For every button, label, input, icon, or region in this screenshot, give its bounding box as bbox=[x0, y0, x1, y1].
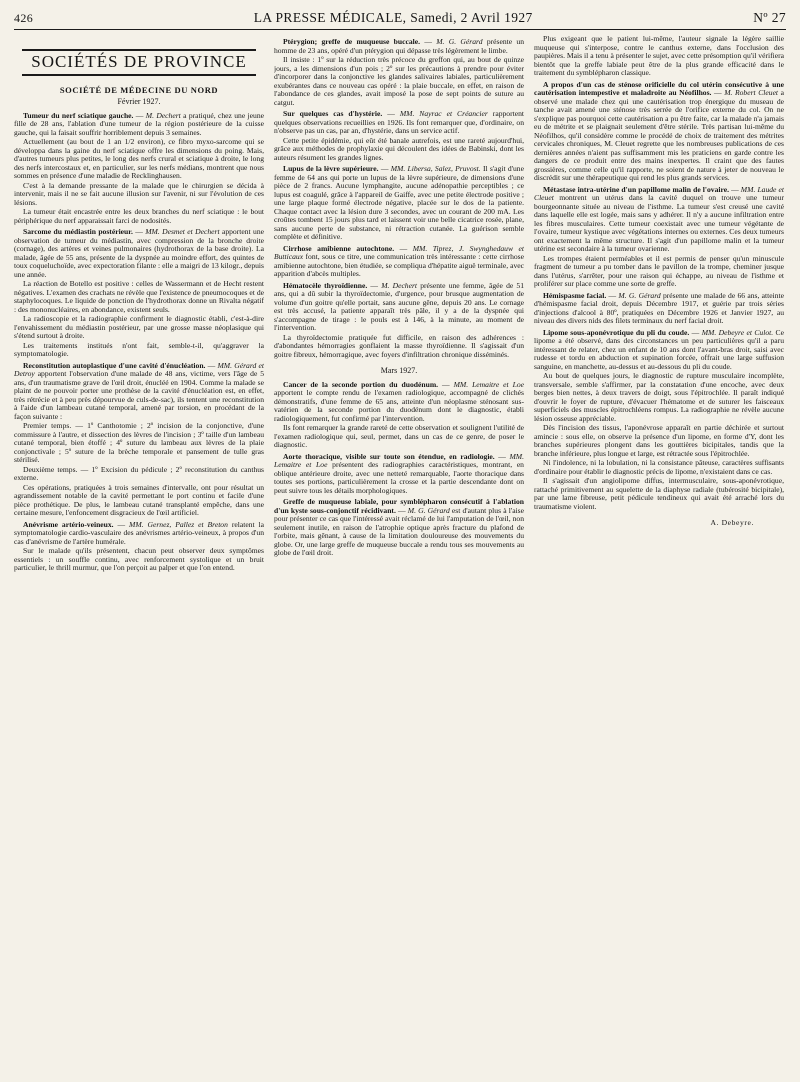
paragraph-text: Les trompes étaient perméables et il est permis de penser qu'un minuscule fragment de tumeur a pu tomber dans le pavillon de la trompe, cheminer jusque dans l'utérus, s'arrêter, pour une raison qui échappe, au niveau de l'isthme et proliférer sur place comme une sorte de greffe. bbox=[534, 253, 784, 288]
article-paragraph: Lipome sous-aponévrotique du pli du coude. — MM. Debeyre et Culot. Ce lipome a été observé, dans des circonstances un peu particulières qu'il a paru intéressant de relater, chez un enfant de 10 ans dont l'avant-bras droit, saisi avec rudesse et tordu en abduction et supination forcée, offrait une large suffusion sanguine, en manchette, au-dessus et au-dessous du pli du coude. bbox=[534, 327, 784, 371]
paragraph-text: Il s'agit d'une femme de 64 ans qui porte un lupus de la lèvre supérieure, de dimensions d'une pièce de 2 francs. Aucune lymphangite, aucune adénopathie perceptibles ; ce lupus est coagulé, grâce à l'appareil de Gaiffe, avec une petite électrode positive ; une large plaque formé électrode négative, placée sur le dos de la patiente. Chaque contact avec la lésion dure 3 secondes, avec un courant de 200 mA. Les croûtes tombent 15 jours plus tard et laissent voir une belle cicatrice rosée, plane, sans aucune perte de substance, ni rétraction cutanée. La guérison semble complète et définitive. bbox=[274, 164, 524, 241]
article-authors: MM. Tiprez, J. Swynghedauw et Butticaux bbox=[274, 243, 524, 261]
article-authors: MM. Laude et Cleuet bbox=[534, 184, 784, 202]
paragraph bbox=[14, 484, 264, 518]
paragraph-text: Ces opérations, pratiquées à trois semaines d'intervalle, ont pour résultat un agrandissement notable de la cavité permettant le port continu et facile d'une pièce prothétique. De plus, le lambeau cutané transplanté empêche, dans une certaine mesure, l'enfoncement disgracieux de l'œil artificiel. bbox=[14, 482, 264, 517]
article-title: Cirrhose amibienne autochtone. bbox=[283, 243, 395, 253]
article-authors: MM. Lemaitre et Loe bbox=[453, 379, 524, 389]
article-title: Sur quelques cas d'hystérie. bbox=[283, 109, 383, 118]
paragraph-text: montrent un utérus dans la cavité duquel on trouve une tumeur bourgeonnante située au niveau de l'isthme. La tumeur s'est creusé une cavité dans laquelle elle est logée, mais sans y adhérer. Il n'y a aucune infiltration entre les fibres musculaires. Cette tumeur coexistait avec une tumeur végétante de l'ovaire, tumeur kystique avec végétations internes ou externes. Ces deux tumeurs ont exactement la même structure. Il s'agit d'un papillome malin et la tumeur utérine est secondaire à la tumeur ovarienne. bbox=[534, 193, 784, 253]
signature: A. Debeyre. bbox=[710, 518, 754, 527]
paragraph bbox=[534, 424, 784, 458]
article-authors: M. G. Gérard bbox=[407, 505, 450, 515]
paragraph-text: apportent l'observation d'une malade de 48 ans, victime, vers l'âge de 5 ans, d'un traumatisme grave de l'œil droit, énucléé en 1904. Comme la malade se plaint de ne pouvoir porter une prothèse de la cavité d'énucléation est, en effet, très rétrécie et à peu près dépourvue de culs-de-sac), ils tentent une reconstitution à l'aide d'un lambeau cutané temporal, amené par torsion, en procédant de la façon suivante : bbox=[14, 369, 264, 421]
article-title: Ptérygion; greffe de muqueuse buccale. bbox=[283, 37, 421, 46]
article-paragraph: Greffe de muqueuse labiale, pour symblépharon consécutif à l'ablation d'un kyste sous-conjonctif récidivant. — M. G. Gérard est d'autant plus à l'aise pour présenter ce cas que l'intéressé avait réclamé de lui l'amputation de l'œil, non seulement inutile, en raison de l'atrophie optique après fracture du plafond de l'orbite, mais gênant, à cause de la limitation douloureuse des mouvements du globe. Or, une large greffe de muqueuse buccale a rendu tous ses mouvements au globe de l'œil droit. bbox=[274, 497, 524, 557]
paragraph-text: présentent des radiographies caractéristiques, montrant, en oblique antérieure droite, avec une netteté remarquable, l'aorte thoracique dans toutes ses portions, particulièrement la crosse et la partie descendante dont on peut suivre tous les détails morphologiques. bbox=[274, 460, 524, 495]
paragraph-text: La réaction de Botello est positive : celles de Wassermann et de Hecht restent négatives. L'examen des crachats ne révèle que l'existence de pneumocoques et de staphylocoques. Le liquide de ponction de l'hydrothorax donne un Rivalta négatif : des mononucléaires, en abondance, existent seuls. bbox=[14, 279, 264, 314]
paragraph bbox=[534, 372, 784, 423]
article-title: Anévrisme artério-veineux. bbox=[23, 519, 114, 529]
society-title: SOCIÉTÉ DE MÉDECINE DU NORD bbox=[59, 84, 219, 95]
paragraph-text: apportent une observation de tumeur du médiastin, avec compression de la bronche droite (cornage), des artères et veines pulmonaires (hydrothorax de la base droite). La malade, âgée de 55 ans, présente de la dyspnée au moindre effort, des quintes de toux coqueluchoïde, avec expectoration filante : elle a maigri de 13 kilogr., depuis une année. bbox=[14, 227, 264, 279]
article-paragraph: Cirrhose amibienne autochtone. — MM. Tiprez, J. Swynghedauw et Butticaux font, sous ce titre, une communication très intéressante : cette cirrhose amibienne autochtone, bien étudiée, se compliqua d'hépatite aiguë terminale, avec apparition d'abcès multiples. bbox=[274, 243, 524, 278]
paragraph-text: présente une malade de 66 ans, atteinte d'hémispasme facial droit, depuis Décembre 1917, et guérie par trois séries d'injections d'alcool à 80º, pratiquées en Décembre 1926 et Janvier 1927, au niveau des divers nids des filets terminaux du nerf facial droit. bbox=[534, 290, 784, 325]
article-title: Aorte thoracique, visible sur toute son étendue, en radiologie. bbox=[283, 451, 495, 461]
article-title: Lipome sous-aponévrotique du pli du coude. bbox=[543, 327, 690, 337]
paragraph bbox=[14, 422, 264, 465]
paragraph-text: La thyroïdectomie pratiquée fut difficile, en raison des adhérences : d'abondantes hémorragies gonflaient la masse thyroïdienne. Il s'agissait d'un goitre fibreux, hémorragique, avec foyers d'infiltration chronique disséminés. bbox=[274, 332, 524, 359]
article-paragraph: Cancer de la seconde portion du duodénum. — MM. Lemaitre et Loe apportent le compte rendu de l'examen radiologique, accompagné de clichés démonstratifs, d'une femme de 65 ans, atteinte d'un néoplasme sténosant sus-vatérien de la seconde portion du duodénum dont le diagnostic, établi radiologiquement, fut confirmé par l'intervention. bbox=[274, 379, 524, 423]
column-1 bbox=[14, 35, 264, 1075]
article-paragraph: Hématocèle thyroïdienne. — M. Dechert présente une femme, âgée de 51 ans, qui a dû subir la thyroïdectomie, d'urgence, pour brusque augmentation de volume d'un goitre qu'elle portait, sans aucune gêne, depuis 20 ans. Le cornage est très accusé, la patiente apparaît très pâle, il y a de la dyspnée qui s'accompagne de tirage : le pouls est à 146, à la minute, au moment de l'intervention. bbox=[274, 280, 524, 332]
paragraph-text: Il insiste : 1º sur la réduction très précoce du greffon qui, au bout de quinze jours, a les dimensions d'un pois ; 2º sur les précautions à prendre pour éviter d'incorporer dans la conjonctive les glandes salivaires labiales, particulièrement exubérantes dans ce nouveau cas opéré : la plaie buccale, en effet, en raison de l'abondance de ces glandes, avait imposé la pose de sept points de suture au catgut. bbox=[274, 55, 524, 107]
paragraph-text: Ce lipome a été observé, dans des circonstances un peu particulières qu'il a paru intéressant de relater, chez un enfant de 10 ans dont l'avant-bras droit, saisi avec rudesse et tordu en abduction et supination forcée, offrait une large suffusion sanguine, en manchette, au-dessus et au-dessous du pli du coude. bbox=[534, 327, 784, 371]
paragraph bbox=[274, 137, 524, 163]
article-authors: MM. Debeyre et Culot. bbox=[701, 327, 774, 337]
article-title: Greffe de muqueuse labiale, pour symblépharon consécutif à l'ablation d'un kyste sous-conjonctif récidivant. bbox=[274, 497, 524, 515]
section-title: SOCIÉTÉS DE PROVINCE bbox=[22, 49, 256, 76]
column-1-body bbox=[14, 112, 264, 573]
paragraph bbox=[14, 547, 264, 573]
article-title: Métastase intra-utérine d'un papillome malin de l'ovaire. bbox=[543, 184, 730, 194]
article-title: Cancer de la seconde portion du duodénum. bbox=[283, 379, 439, 389]
paragraph-text: Les traitements institués n'ont fait, semble-t-il, qu'aggraver la symptomatologie. bbox=[14, 340, 264, 358]
paragraph bbox=[14, 280, 264, 314]
paragraph-text: Au bout de quelques jours, le diagnostic de rupture musculaire incomplète, transversale, semble s'affirmer, par la constatation d'une encoche, avec deux berges bien nettes, à deux travers de doigt, sous l'épitrochlée. Il paraît indiqué d'ouvrir le foyer de rupture, d'évacuer l'hématome et de suturer les faisceaux superficiels des muscles épitrochléens rompus. La radiographie ne révèle aucune lésion osseuse appréciable. bbox=[534, 371, 784, 423]
session-date: Février 1927. bbox=[117, 97, 161, 106]
paragraph bbox=[274, 334, 524, 360]
paragraph-text: apportent le compte rendu de l'examen radiologique, accompagné de clichés démonstratifs, d'une femme de 65 ans, atteinte d'un néoplasme sténosant sus-vatérien de la seconde portion du duodénum dont le diagnostic, établi radiologiquement, fut confirmé par l'intervention. bbox=[274, 388, 524, 423]
article-authors: MM. Gernez, Pallez et Breton bbox=[129, 519, 228, 529]
paragraph-text: présente un homme de 23 ans, opéré d'un ptérygion qui dépasse très légèrement le limbe. bbox=[274, 37, 524, 55]
paragraph-text: font, sous ce titre, une communication très intéressante : cette cirrhose amibienne autochtone, bien étudiée, se compliqua d'hépatite aiguë terminale, avec apparition d'abcès multiples. bbox=[274, 252, 524, 278]
article-paragraph: Reconstitution autoplastique d'une cavité d'énucléation. — MM. Gérard et Detroy apportent l'observation d'une malade de 48 ans, victime, vers l'âge de 5 ans, d'un traumatisme grave de l'œil droit, énucléé en 1904. Comme la malade se plaint de ne pouvoir porter une prothèse de la cavité d'énucléation est, en effet, très rétrécie et à peu près dépourvue de culs-de-sac), ils tentent une reconstitution à l'aide d'un lambeau cutané temporal, amené par torsion, en procédant de la façon suivante : bbox=[14, 360, 264, 421]
paragraph-text: a observé une malade chez qui une cautérisation trop énergique du museau de tanche avait amené une sténose très serrée de l'orifice externe du col. On ne s'explique pas pourquoi cette cautérisation a pu être faite, car la malade n'a jamais eu de métrite et se plaignait seulement d'être stérile. Très partisan lui-même du Néofilhos, qu'il considère comme le procédé de choix de traitement des métrites cervicales chroniques, M. Cleuet regrette que les nombreuses publications de ces dernières années n'aient pas suffisamment mis les praticiens en garde contre les dangers de ce produit entre des mains inexpertes. Il craint que des fautes grossières, comme celle qu'il rapporte, ne soient de nature à jeter de nouveau le discrédit sur une thérapeutique qui rend les plus grands services. bbox=[534, 88, 784, 182]
paragraph bbox=[14, 138, 264, 181]
article-authors: M. G. Gérard bbox=[618, 290, 661, 300]
paragraph bbox=[274, 56, 524, 107]
paragraph bbox=[14, 182, 264, 208]
paragraph-text: Ils font remarquer la grande rareté de cette observation et soulignent l'utilité de l'examen radiologique qui, seul, permet, dans un cas de ce genre, de poser le diagnostic. bbox=[274, 423, 524, 449]
article-title: A propos d'un cas de sténose orificielle du col utérin consécutive à une cautérisation intempestive et maladroite au Néofilhos. bbox=[534, 79, 784, 97]
article-paragraph: Tumeur du nerf sciatique gauche. — M. Dechert a pratiqué, chez une jeune fille de 28 ans, l'ablation d'une tumeur de la région postérieure de la cuisse gauche, qui la faisait souffrir horriblement depuis 3 semaines. bbox=[14, 110, 264, 137]
article-authors: MM. Libersa, Salez, Pruvost. bbox=[390, 164, 481, 173]
paragraph-text: Cette petite épidémie, qui eût été banale autrefois, est une rareté aujourd'hui, grâce aux méthodes de prophylaxie qui découlent des idées de Babinski, dont les auteurs résument les grandes lignes. bbox=[274, 135, 524, 162]
article-authors: M. Robert Cleuet bbox=[724, 88, 779, 97]
paragraph-text: a pratiqué, chez une jeune fille de 28 ans, l'ablation d'une tumeur de la région postérieure de la cuisse gauche, qui la faisait souffrir horriblement depuis 3 semaines. bbox=[14, 110, 264, 137]
paragraph-text: présente une femme, âgée de 51 ans, qui a dû subir la thyroïdectomie, d'urgence, pour brusque augmentation de volume d'un goitre qu'elle portait, sans aucune gêne, depuis 20 ans. Le cornage est très accusé, la patiente apparaît très pâle, il y a de la dyspnée qui s'accompagne de tirage : le pouls est à 146, à la minute, au moment de l'intervention. bbox=[274, 280, 524, 332]
journal-title: LA PRESSE MÉDICALE, Samedi, 2 Avril 1927 bbox=[253, 10, 533, 25]
article-authors: M. Dechert bbox=[381, 280, 418, 290]
article-title: Lupus de la lèvre supérieure. bbox=[283, 164, 379, 173]
paragraph bbox=[14, 315, 264, 341]
paragraph-text: Sur le malade qu'ils présentent, chacun peut observer deux symptômes essentiels : un souffle continu, avec renforcement systolique et un bruit particulier, le thrill murmur, que l'on perçoit au palper et que l'on entend. bbox=[14, 546, 264, 572]
article-paragraph: Métastase intra-utérine d'un papillome malin de l'ovaire. — MM. Laude et Cleuet montrent un utérus dans la cavité duquel on trouve une tumeur bourgeonnante située au niveau de l'isthme. La tumeur s'est creusé une cavité dans laquelle elle est logée, mais sans y adhérer. Il n'y a aucune infiltration entre les fibres musculaires. Cette tumeur coexistait avec une tumeur végétante de l'ovaire, tumeur kystique avec végétations internes ou externes. Ces deux tumeurs ont exactement la même structure. Il s'agit d'un papillome malin et la tumeur utérine est secondaire à la tumeur ovarienne. bbox=[534, 184, 784, 253]
article-paragraph: Hémispasme facial. — M. G. Gérard présente une malade de 66 ans, atteinte d'hémispasme facial droit, depuis Décembre 1917, et guérie par trois séries d'injections d'alcool à 80º, pratiquées en Décembre 1926 et Janvier 1927, au niveau des divers nids des filets terminaux du nerf facial droit. bbox=[534, 290, 784, 325]
columns bbox=[14, 35, 786, 1075]
paragraph bbox=[534, 35, 784, 78]
paragraph-text: Actuellement (au bout de 1 an 1/2 environ), ce fibro myxo-sarcome qui se développa dans la gaine du nerf sciatique offre les dimensions du poing. Mais, d'autres tumeurs plus petites, le long des nerfs crural et sciatique à droite, le long des nerfs intercostaux et, en particulier, sur les nerfs médians, montrent que nous sommes en présence d'une maladie de Recklinghausen. bbox=[14, 137, 264, 180]
article-authors: MM. Desmet et Dechert bbox=[145, 227, 220, 236]
article-title: Reconstitution autoplastique d'une cavité d'énucléation. bbox=[23, 360, 206, 370]
paragraph-text: Premier temps. — 1º Canthotomie ; 2º incision de la conjonctive, d'une commissure à l'autre, et dissection des lèvres de l'incision ; 3º taille d'un lambeau cutané temporal, bien étoffé ; 4º suture du lambeau aux lèvres de la plaie conjonctivale ; 5º suture de la brèche temporale et pansement de tulle gras stérilisé. bbox=[14, 421, 264, 464]
column-2-body-b bbox=[274, 381, 524, 558]
paragraph bbox=[274, 424, 524, 450]
article-title: Sarcome du médiastin postérieur. bbox=[23, 227, 133, 236]
column-3-body bbox=[534, 35, 784, 511]
paragraph bbox=[14, 208, 264, 225]
article-paragraph: Sur quelques cas d'hystérie. — MM. Nayrac et Créancier rapportent quelques observations recueillies en 1926. Ils font remarquer que, d'ordinaire, on n'observe pas un cas, par an, d'hystérie, dans un service actif. bbox=[274, 109, 524, 135]
article-title: Hémispasme facial. bbox=[543, 290, 607, 300]
paragraph bbox=[534, 477, 784, 511]
issue-number: Nº 27 bbox=[753, 10, 786, 25]
session-date-march: Mars 1927. bbox=[380, 366, 418, 375]
article-paragraph: Lupus de la lèvre supérieure. — MM. Libersa, Salez, Pruvost. Il s'agit d'une femme de 64 ans qui porte un lupus de la lèvre supérieure, de dimensions d'une pièce de 2 francs. Aucune lymphangite, aucune adénopathie perceptibles ; ce lupus est coagulé, grâce à l'appareil de Gaiffe, avec une petite électrode positive ; une large plaque formé électrode négative, placée sur le dos de la patiente. Chaque contact avec la lésion dure 3 secondes, avec un courant de 200 mA. Les croûtes tombent 15 jours plus tard et laissent voir une belle cicatrice rosée, plane, sans aucune perte de substance, ni rétraction cutanée. La guérison semble complète et définitive. bbox=[274, 164, 524, 241]
article-paragraph: Sarcome du médiastin postérieur. — MM. Desmet et Dechert apportent une observation de tumeur du médiastin, avec compression de la bronche droite (cornage), des artères et veines pulmonaires (hydrothorax de la base droite). La malade, âgée de 55 ans, présente de la dyspnée au moindre effort, des quintes de toux coqueluchoïde, avec expectoration filante : elle a maigri de 13 kilogr., depuis une année. bbox=[14, 227, 264, 279]
paragraph-text: La radioscopie et la radiographie confirment le diagnostic établi, c'est-à-dire l'envahissement du médiastin postérieur, par une grosse masse néoplasique qui s'étend surtout à droite. bbox=[14, 314, 264, 340]
paragraph-text: C'est à la demande pressante de la malade que le chirurgien se décida à intervenir, mais il ne se fait aucune illusion sur l'avenir, ni sur l'évolution de ces lésions. bbox=[14, 180, 264, 207]
paragraph-text: Dès l'incision des tissus, l'aponévrose apparaît en partie déchirée et surtout amincie : sous elle, on observe la présence d'un lipome, en forme d'Y, dont les branches supérieures plongent dans les gouttières bicipitales, tandis que la branche inférieure, plus longue et large, est rétractée sous l'épitrochlée. bbox=[534, 423, 784, 458]
column-2 bbox=[274, 35, 524, 1075]
article-title: Hématocèle thyroïdienne. bbox=[283, 280, 368, 290]
paragraph-text: Ni l'indolence, ni la lobulation, ni la consistance pâteuse, caractères suffisants d'ordinaire pour établir le diagnostic précis de lipome, n'existaient dans ce cas. bbox=[534, 458, 784, 476]
paragraph-text: Plus exigeant que le patient lui-même, l'auteur signale la légère saillie muqueuse qui s'interpose, contre le canthus externe, dans l'occlusion des paupières. Mais il a tenu à présenter le sujet, avec cette présomption qu'il vérifiera bientôt que la greffe labiale peut être de la plus grande efficacité dans le traitement du symblépharon classique. bbox=[534, 35, 784, 77]
article-authors: MM. Gérard et Detroy bbox=[14, 360, 264, 378]
paragraph bbox=[14, 466, 264, 483]
paragraph bbox=[14, 342, 264, 359]
paragraph bbox=[534, 255, 784, 289]
article-authors: MM. Lemaitre et Loe bbox=[274, 451, 524, 469]
running-head bbox=[14, 10, 786, 30]
page-number: 426 bbox=[14, 11, 34, 25]
article-title: Tumeur du nerf sciatique gauche. bbox=[23, 110, 134, 120]
paragraph-text: La tumeur était encastrée entre les deux branches du nerf sciatique : le bout périphérique du nerf apparaissait farci de nodosités. bbox=[14, 207, 264, 225]
article-paragraph: Aorte thoracique, visible sur toute son étendue, en radiologie. — MM. Lemaitre et Loe présentent des radiographies caractéristiques, montrant, en oblique antérieure droite, avec une netteté remarquable, l'aorte thoracique dans toutes ses portions, particulièrement la crosse et la partie descendante dont on peut suivre tous les détails morphologiques. bbox=[274, 451, 524, 495]
paragraph bbox=[534, 459, 784, 476]
paragraph-text: rapportent quelques observations recueillies en 1926. Ils font remarquer que, d'ordinaire, on n'observe pas un cas, par an, d'hystérie, dans un service actif. bbox=[274, 109, 524, 135]
paragraph-text: est d'autant plus à l'aise pour présenter ce cas que l'intéressé avait réclamé de lui l'amputation de l'œil, non seulement inutile, en raison de l'atrophie optique après fracture du plafond de l'orbite, mais gênant, à cause de la limitation douloureuse des mouvements du globe. Or, une large greffe de muqueuse buccale a rendu tous ses mouvements au globe de l'œil droit. bbox=[274, 505, 524, 557]
paragraph-text: Deuxième temps. — 1º Excision du pédicule ; 2º reconstitution du canthus externe. bbox=[14, 464, 264, 482]
paragraph-text: Il s'agissait d'un angiolipome diffus, intermusculaire, sous-aponévrotique, rattaché primitivement au squelette de la diaphyse radiale (tubérosité bicipitale), par une lame fibreuse, petit pédicule tendineux qui avait été arraché lors du traumatisme violent. bbox=[534, 476, 784, 511]
article-paragraph: Ptérygion; greffe de muqueuse buccale. — M. G. Gérard présente un homme de 23 ans, opéré d'un ptérygion qui dépasse très légèrement le limbe. bbox=[274, 37, 524, 55]
article-authors: M. G. Gérard bbox=[436, 37, 483, 46]
paragraph-text: relatent la symptomatologie cardio-vasculaire des anévrismes artério-veineux, à propos d'un cas d'anévrisme de l'artère humérale. bbox=[14, 519, 264, 546]
column-3 bbox=[534, 35, 784, 1075]
article-paragraph: Anévrisme artério-veineux. — MM. Gernez, Pallez et Breton relatent la symptomatologie cardio-vasculaire des anévrismes artério-veineux, à propos d'un cas d'anévrisme de l'artère humérale. bbox=[14, 519, 264, 546]
article-authors: M. Dechert bbox=[145, 110, 181, 120]
column-2-body-a bbox=[274, 38, 524, 359]
article-authors: MM. Nayrac et Créancier bbox=[399, 109, 488, 118]
article-paragraph: A propos d'un cas de sténose orificielle du col utérin consécutive à une cautérisation intempestive et maladroite au Néofilhos. — M. Robert Cleuet a observé une malade chez qui une cautérisation trop énergique du museau de tanche avait amené une sténose très serrée de l'orifice externe du col. On ne s'explique pas pourquoi cette cautérisation a pu être faite, car la malade n'a jamais eu de métrite et se plaignait seulement d'être stérile. Très partisan lui-même du Néofilhos, qu'il considère comme le procédé de choix de traitement des métrites cervicales chroniques, M. Cleuet regrette que les nombreuses publications de ces dernières années n'aient pas suffisamment mis les praticiens en garde contre les dangers de ce produit entre des mains inexpertes. Il craint que des fautes grossières, comme celle qu'il rapporte, ne soient de nature à jeter de nouveau le discrédit sur une thérapeutique qui rend les plus grands services. bbox=[534, 79, 784, 182]
